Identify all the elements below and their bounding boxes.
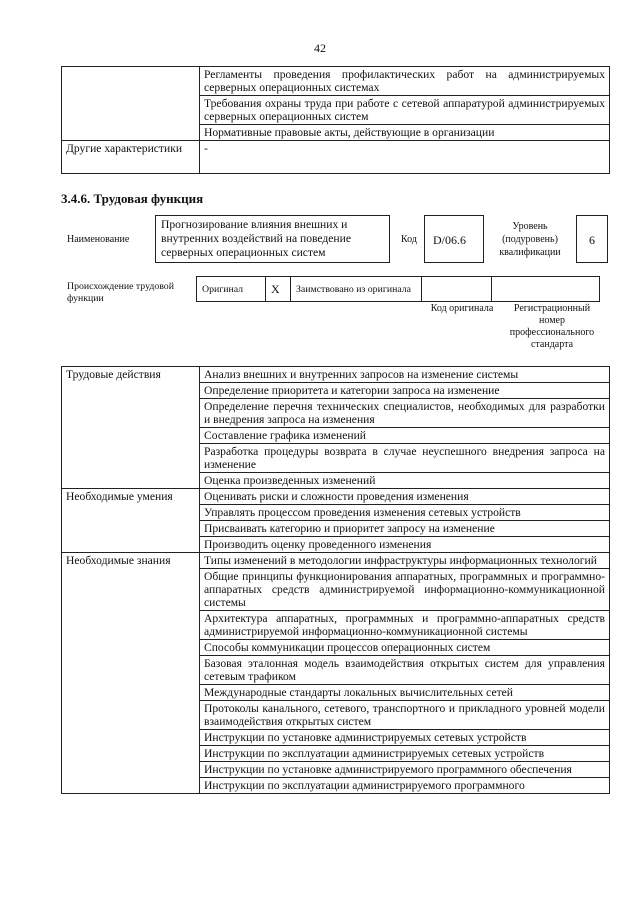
reg-number-note: Регистрационный номер профессионального стандарта [509, 303, 595, 350]
origin-table [196, 276, 600, 302]
list-item: Присваивать категорию и приоритет запросу на изменение [200, 521, 609, 537]
list-item: Инструкции по эксплуатации администрируемых сетевых устройств [200, 746, 609, 762]
borrowed-label: Заимствовано из оригинала [291, 277, 422, 302]
characteristics-table [61, 66, 610, 174]
skills-cell [200, 489, 610, 553]
list-item: Инструкции по установке администрируемого программного обеспечения [200, 762, 609, 778]
code-original-note: Код оригинала [430, 303, 494, 314]
list-item: Оценивать риски и сложности проведения изменения [200, 489, 609, 505]
code-value: D/06.6 [424, 215, 484, 263]
list-item: Международные стандарты локальных вычислительных сетей [200, 685, 609, 701]
list-item: Оценка произведенных изменений [204, 474, 376, 487]
code-label: Код [401, 234, 417, 245]
name-label: Наименование [67, 234, 130, 245]
list-item: Архитектура аппаратных, программных и программно-аппаратных средств администрируемой информационно-коммуникационной системы [200, 611, 609, 640]
list-item: Анализ внешних и внутренних запросов на изменение системы [200, 367, 609, 383]
list-item: Способы коммуникации процессов операционных систем [200, 640, 609, 656]
list-item: Требования охраны труда при работе с сетевой аппаратурой администрируемых серверных операционных систем [200, 96, 609, 125]
list-item: Определение приоритета и категории запроса на изменение [200, 383, 609, 399]
other-characteristics-value: - [200, 141, 610, 174]
list-item: Составление графика изменений [200, 428, 609, 444]
list-item: Протоколы канального, сетевого, транспортного и прикладного уровней модели взаимодействия открытых систем [200, 701, 609, 730]
actions-cell [200, 367, 610, 489]
list-item: Инструкции по установке администрируемых сетевых устройств [200, 730, 609, 746]
origin-label: Происхождение трудовой функции [67, 281, 174, 304]
name-value: Прогнозирование влияния внешних и внутренних воздействий на поведение серверных операционных систем [155, 215, 390, 263]
actions-label: Трудовые действия [62, 367, 200, 489]
level-value: 6 [576, 215, 608, 263]
code-original-cell [422, 277, 492, 302]
list-item: Базовая эталонная модель взаимодействия открытых систем для управления сетевым трафиком [200, 656, 609, 685]
knowledge-cell [200, 553, 610, 794]
skills-label: Необходимые умения [62, 489, 200, 553]
items-cell [200, 67, 610, 141]
function-table [61, 366, 610, 794]
original-mark: X [266, 277, 291, 302]
list-item: Нормативные правовые акты, действующие в организации [204, 126, 495, 139]
list-item: Определение перечня технических специалистов, необходимых для разработки и внедрения запроса на изменения [200, 399, 609, 428]
list-item: Типы изменений в методологии инфраструктуры информационных технологий [200, 553, 609, 569]
list-item: Инструкции по эксплуатации администрируемого программного [204, 779, 525, 792]
list-item: Разработка процедуры возврата в случае неуспешного внедрения запроса на изменение [200, 444, 609, 473]
page-number: 42 [314, 41, 326, 55]
level-label: Уровень (подуровень) квалификации [499, 221, 561, 258]
other-characteristics-label: Другие характеристики [62, 141, 200, 174]
list-item: Производить оценку проведенного изменения [204, 538, 432, 551]
reg-number-cell [492, 277, 600, 302]
list-item: Регламенты проведения профилактических работ на администрируемых серверных операционных системах [200, 67, 609, 96]
list-item: Общие принципы функционирования аппаратных, программных и программно-аппаратных средств администрируемой информационно-коммуникационной системы [200, 569, 609, 611]
section-title: 3.4.6. Трудовая функция [61, 191, 204, 206]
knowledge-label: Необходимые знания [62, 553, 200, 794]
empty-cell [62, 67, 200, 141]
original-label: Оригинал [197, 277, 266, 302]
list-item: Управлять процессом проведения изменения сетевых устройств [200, 505, 609, 521]
